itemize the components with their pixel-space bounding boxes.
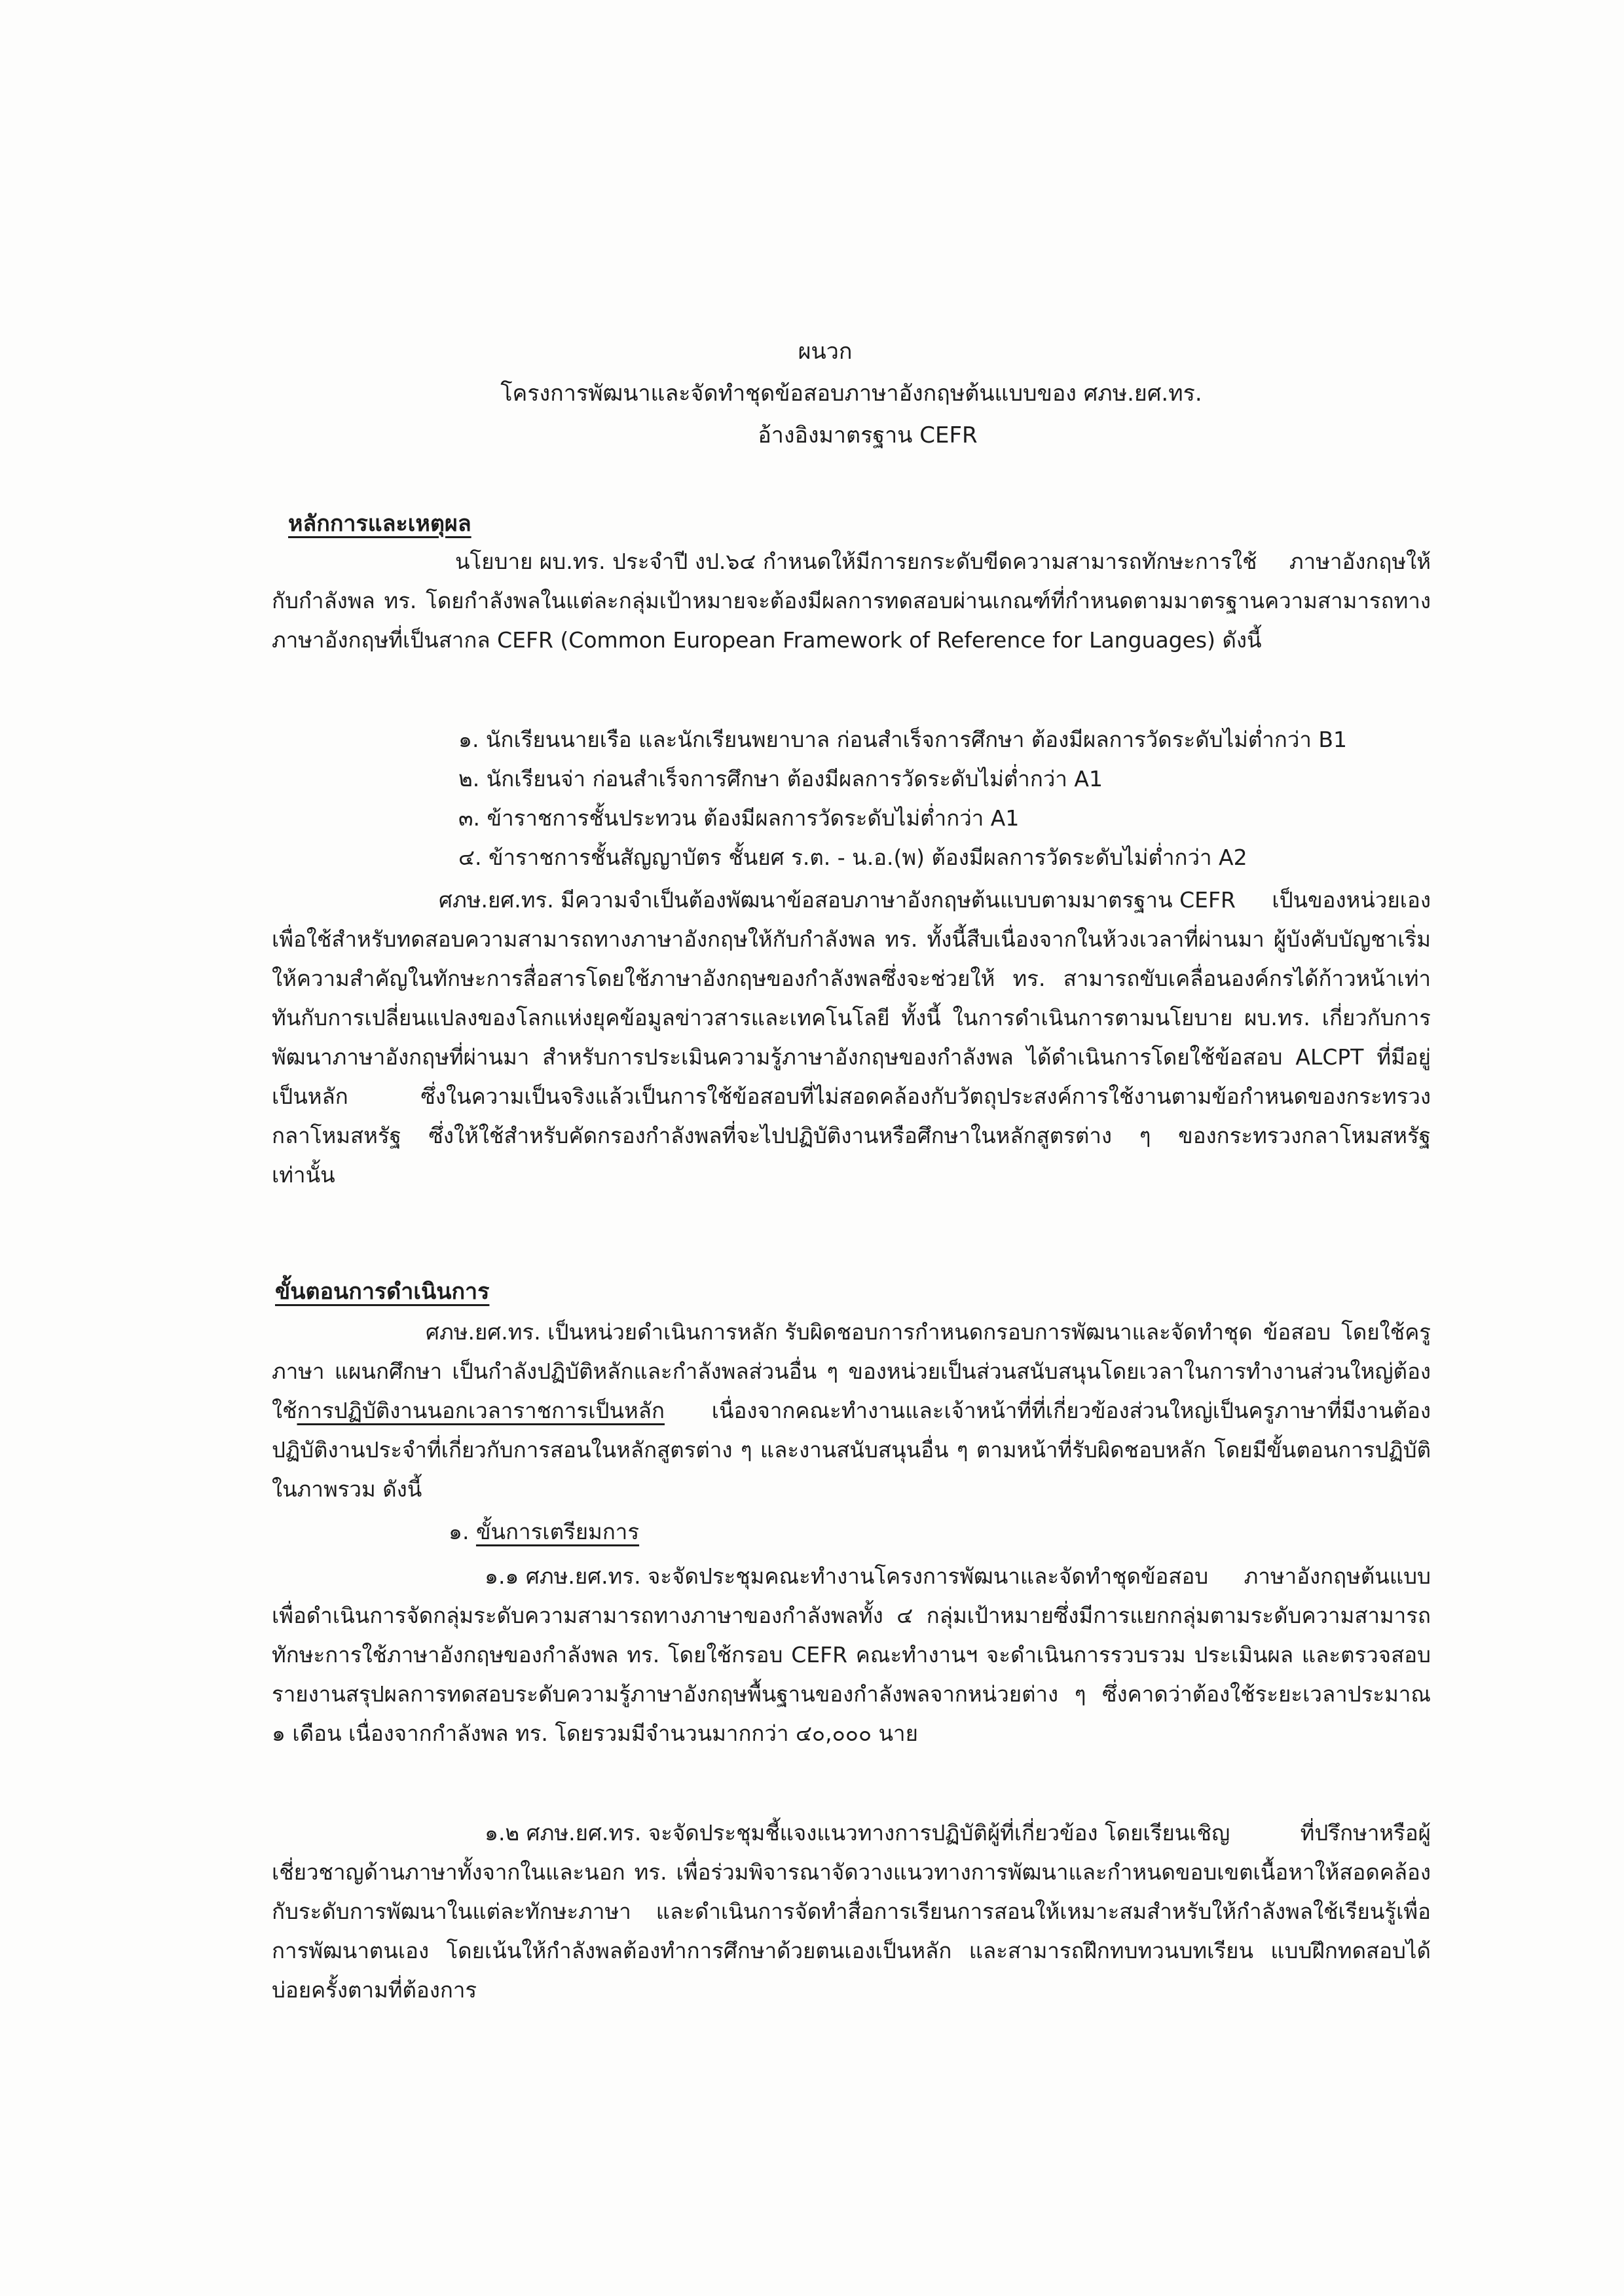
procedure-paragraph [272,1313,1431,1509]
list-item: ๑. นักเรียนนายเรือ และนักเรียนพยาบาล ก่อนสำเร็จการศึกษา ต้องมีผลการวัดระดับไม่ต่ำกว่า B1 [458,727,1348,752]
rationale-paragraph-1 [272,542,1431,660]
step-1-1-paragraph [272,1557,1431,1753]
rationale-para1-body: ภาษาอังกฤษให้กับกำลังพล ทร. โดยกำลังพลในแต่ละกลุ่มเป้าหมายจะต้องมีผลการทดสอบผ่านเกณฑ์ที่กำหนดตามมาตรฐานความสามารถทางภาษาอังกฤษที่เป็นสากล CEFR (Common European Framework of Reference for Languages) ดังนี้ [272,549,1431,653]
project-subtitle: อ้างอิงมาตรฐาน CEFR [758,422,978,448]
rationale-para2-body: เป็นของหน่วยเอง เพื่อใช้สำหรับทดสอบความสามารถทางภาษาอังกฤษให้กับกำลังพล ทร. ทั้งนี้สืบเนื่องจากในห้วงเวลาที่ผ่านมา ผู้บังคับบัญชาเริ่มให้ความสำคัญในทักษะการสื่อสารโดยใช้ภาษาอังกฤษของกำลังพลซึ่งจะช่วยให้ ทร. สามารถขับเคลื่อนองค์กรได้ก้าวหน้าเท่าทันกับการเปลี่ยนแปลงของโลกแห่งยุคข้อมูลข่าวสารและเทคโนโลยี ทั้งนี้ ในการดำเนินการตามนโยบาย ผบ.ทร. เกี่ยวกับการพัฒนาภาษาอังกฤษที่ผ่านมา สำหรับการประเมินความรู้ภาษาอังกฤษของกำลังพล ได้ดำเนินการโดยใช้ข้อสอบ ALCPT ที่มีอยู่เป็นหลัก ซึ่งในความเป็นจริงแล้วเป็นการใช้ข้อสอบที่ไม่สอดคล้องกับวัตถุประสงค์การใช้งานตามข้อกำหนดของกระทรวงกลาโหมสหรัฐ ซึ่งให้ใช้สำหรับคัดกรองกำลังพลที่จะไปปฏิบัติงานหรือศึกษาในหลักสูตรต่าง ๆ ของกระทรวงกลาโหมสหรัฐเท่านั้น [272,887,1431,1188]
project-title: โครงการพัฒนาและจัดทำชุดข้อสอบภาษาอังกฤษต้นแบบของ ศภษ.ยศ.ทร. [500,380,1202,407]
rationale-paragraph-2 [272,881,1431,1195]
document-title-block [0,331,1624,456]
step-1-title [449,1512,639,1552]
procedure-para-body-b: เนื่องจากคณะทำงานและเจ้าหน้าที่ที่เกี่ยวข้องส่วนใหญ่เป็นครูภาษาที่มีงานต้องปฏิบัติงานประจำที่เกี่ยวกับการสอนในหลักสูตรต่าง ๆ และงานสนับสนุนอื่น ๆ ตามหน้าที่รับผิดชอบหลัก โดยมีขั้นตอนการปฏิบัติในภาพรวม ดังนี้ [272,1398,1431,1502]
list-item: ๓. ข้าราชการชั้นประทวน ต้องมีผลการวัดระดับไม่ต่ำกว่า A1 [458,805,1020,831]
step-1-label: ขั้นการเตรียมการ [475,1519,640,1544]
annex-label: ผนวก [798,338,853,365]
procedure-para-underlined: การปฏิบัติงานนอกเวลาราชการเป็นหลัก [297,1398,665,1423]
procedure-para-body-a: ข้อสอบ โดยใช้ครูภาษา แผนกศึกษา เป็นกำลังปฏิบัติหลักและกำลังพลส่วนอื่น ๆ ของหน่วยเป็นส่วนสนับสนุนโดยเวลาในการทำงานส่วนใหญ่ต้องใช้ [272,1319,1431,1423]
rationale-para2-first-line: ศภษ.ยศ.ทร. มีความจำเป็นต้องพัฒนาข้อสอบภาษาอังกฤษต้นแบบตามมาตรฐาน CEFR [439,887,1236,913]
step-1-2-body: ที่ปรึกษาหรือผู้เชี่ยวชาญด้านภาษาทั้งจากในและนอก ทร. เพื่อร่วมพิจารณาจัดวางแนวทางการพัฒนาและกำหนดขอบเขตเนื้อหาให้สอดคล้องกับระดับการพัฒนาในแต่ละทักษะภาษา และดำเนินการจัดทำสื่อการเรียนการสอนให้เหมาะสมสำหรับให้กำลังพลใช้เรียนรู้เพื่อการพัฒนาตนเอง โดยเน้นให้กำลังพลต้องทำการศึกษาด้วยตนเองเป็นหลัก และสามารถฝึกทบทวนบทเรียน แบบฝึกทดสอบได้บ่อยครั้งตามที่ต้องการ [272,1820,1431,2003]
section-heading-rationale: หลักการและเหตุผล [288,511,471,537]
procedure-para-first-line: ศภษ.ยศ.ทร. เป็นหน่วยดำเนินการหลัก รับผิดชอบการกำหนดกรอบการพัฒนาและจัดทำชุด [426,1319,1253,1345]
step-1-number: ๑. [449,1519,470,1544]
step-1-1-body: ภาษาอังกฤษต้นแบบ เพื่อดำเนินการจัดกลุ่มระดับความสามารถทางภาษาของกำลังพลทั้ง ๔ กลุ่มเป้าหมายซึ่งมีการแยกกลุ่มตามระดับความสามารถทักษะการใช้ภาษาอังกฤษของกำลังพล ทร. โดยใช้กรอบ CEFR คณะทำงานฯ จะดำเนินการรวบรวม ประเมินผล และตรวจสอบรายงานสรุปผลการทดสอบระดับความรู้ภาษาอังกฤษพื้นฐานของกำลังพลจากหน่วยต่าง ๆ ซึ่งคาดว่าต้องใช้ระยะเวลาประมาณ ๑ เดือน เนื่องจากกำลังพล ทร. โดยรวมมีจำนวนมากกว่า ๔๐,๐๐๐ นาย [272,1563,1431,1746]
step-1-1-first-line: ๑.๑ ศภษ.ยศ.ทร. จะจัดประชุมคณะทำงานโครงการพัฒนาและจัดทำชุดข้อสอบ [485,1563,1209,1589]
section-heading-procedure: ขั้นตอนการดำเนินการ [275,1279,490,1305]
step-1-2-first-line: ๑.๒ ศภษ.ยศ.ทร. จะจัดประชุมชี้แจงแนวทางการปฏิบัติผู้ที่เกี่ยวข้อง โดยเรียนเชิญ [485,1820,1230,1846]
rationale-para1-first-line: นโยบาย ผบ.ทร. ประจำปี งป.๖๔ กำหนดให้มีการยกระดับขีดความสามารถทักษะการใช้ [455,549,1257,574]
list-item: ๒. นักเรียนจ่า ก่อนสำเร็จการศึกษา ต้องมีผลการวัดระดับไม่ต่ำกว่า A1 [458,766,1103,792]
cefr-requirement-list [458,720,1441,877]
step-1-2-paragraph [272,1813,1431,2010]
list-item: ๔. ข้าราชการชั้นสัญญาบัตร ชั้นยศ ร.ต. - น.อ.(พ) ต้องมีผลการวัดระดับไม่ต่ำกว่า A2 [458,845,1247,870]
